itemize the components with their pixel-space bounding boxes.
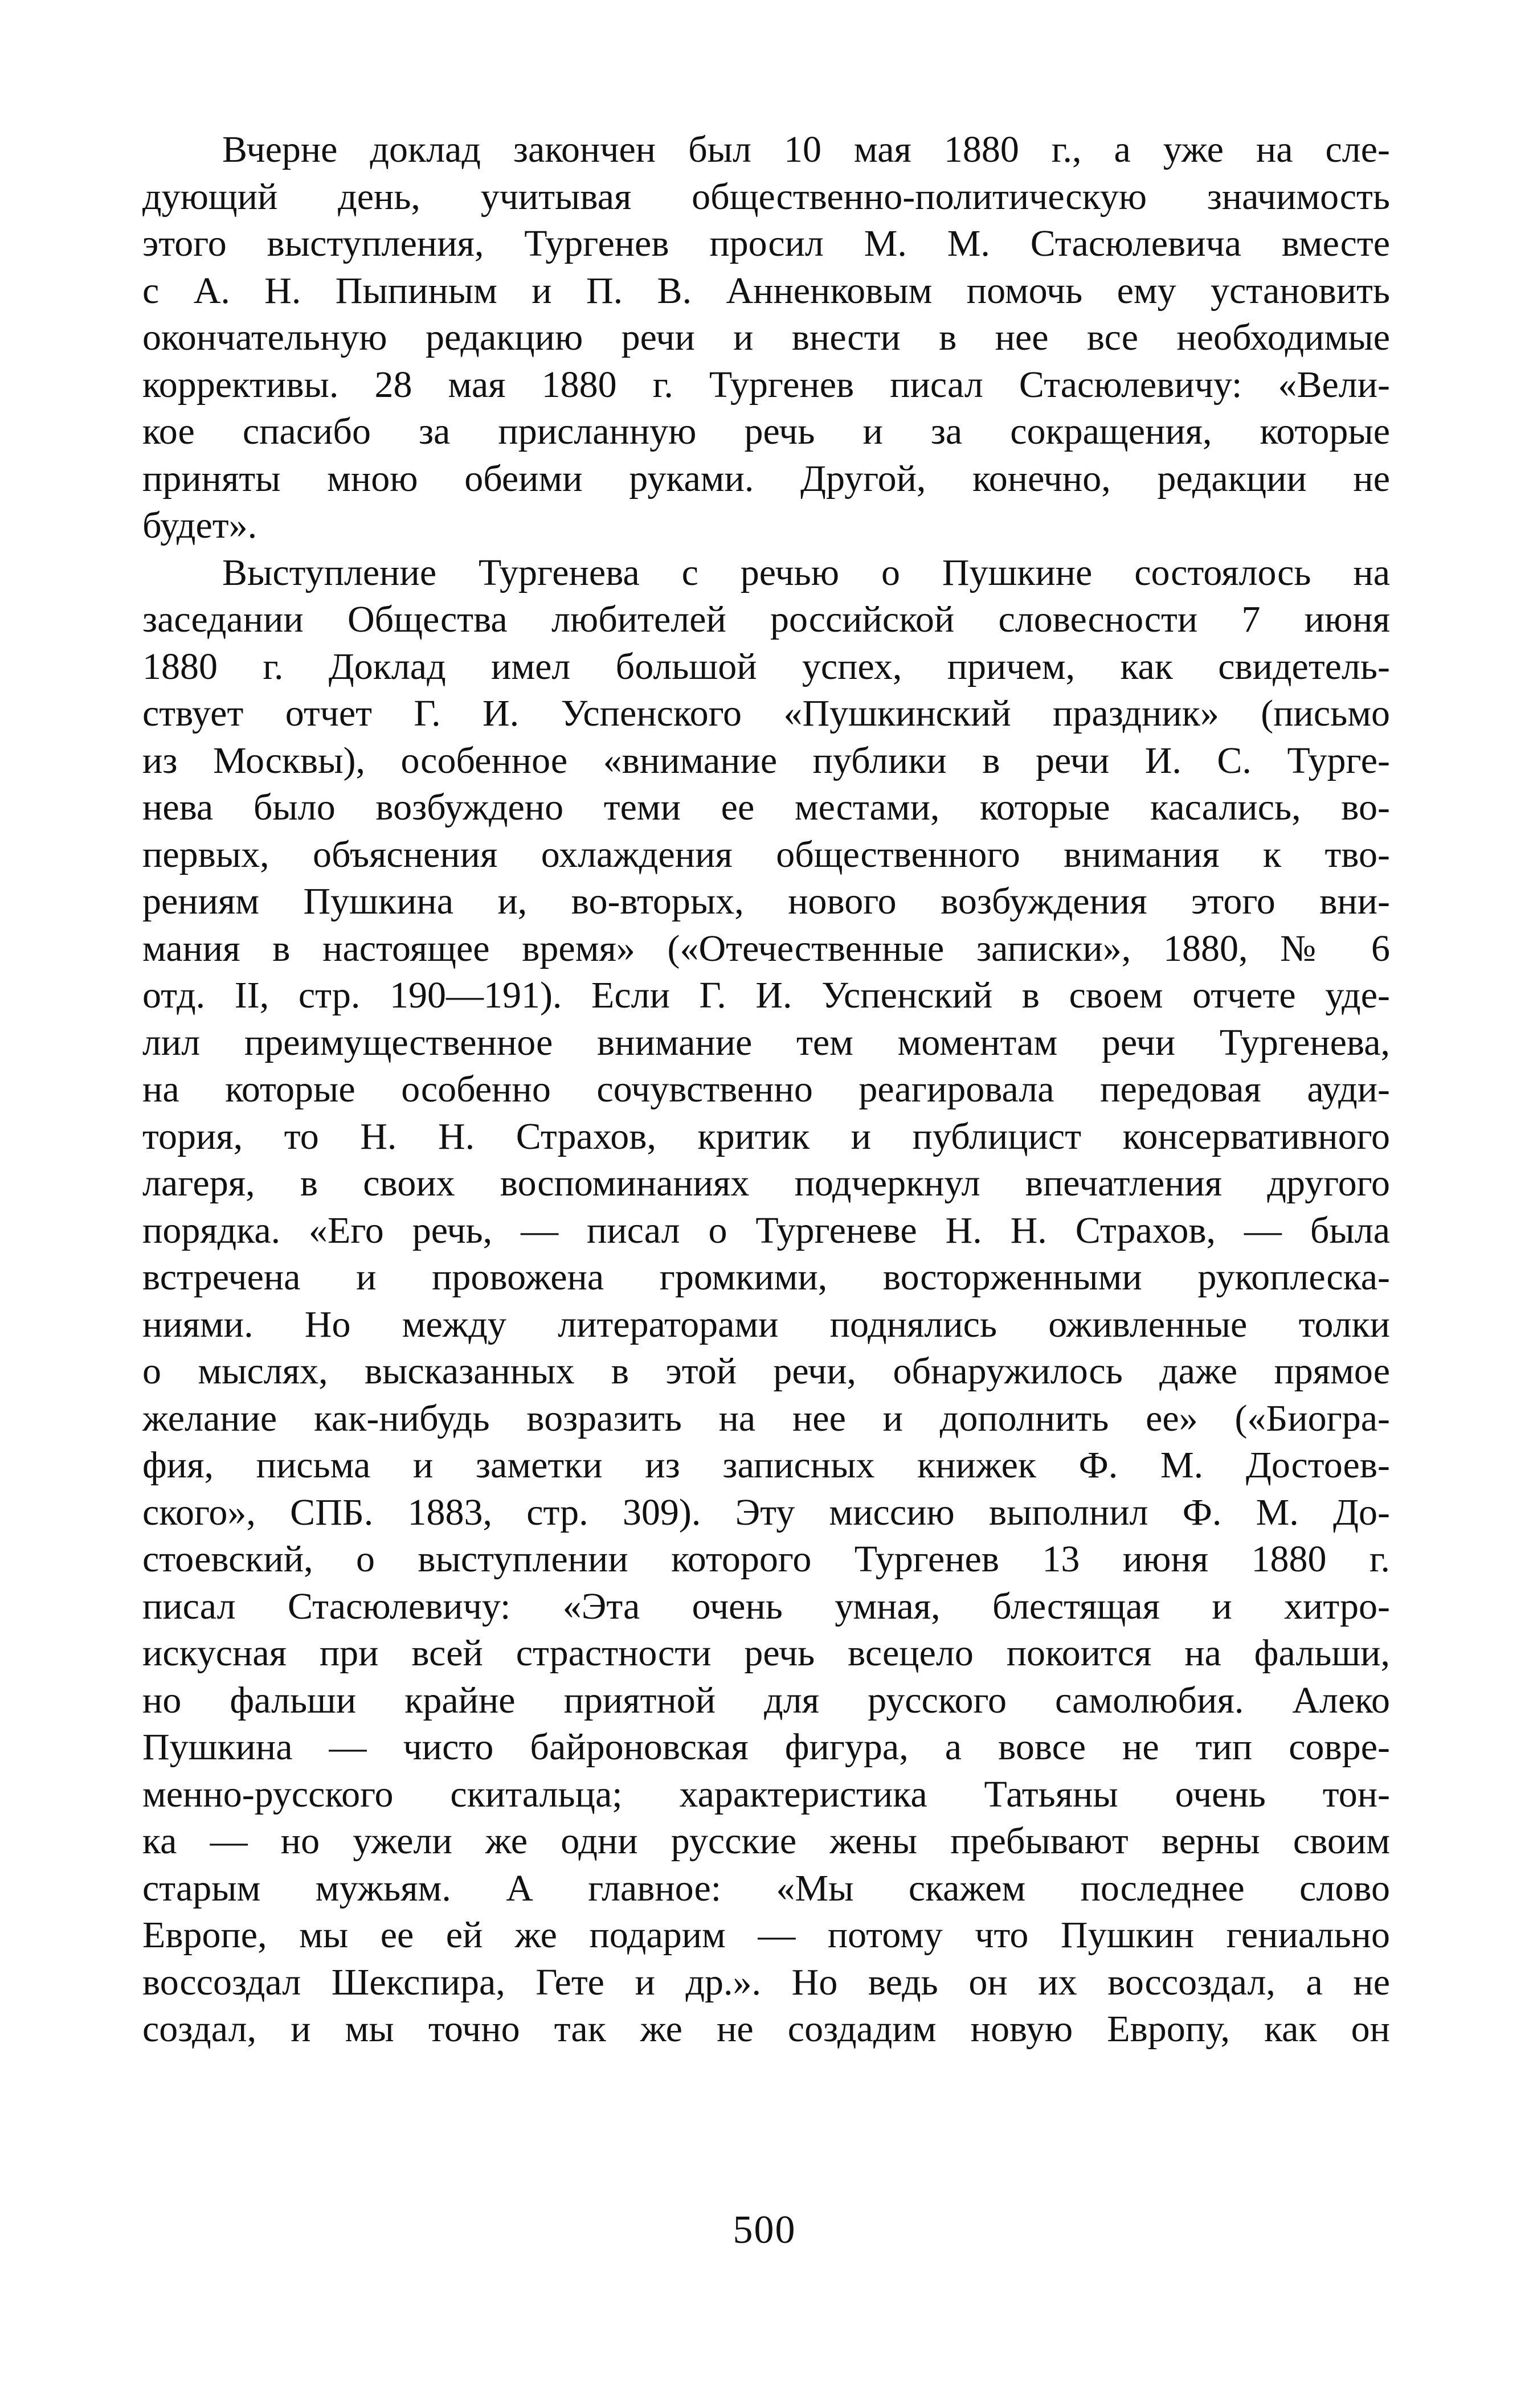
text-line: лагеря, в своих воспоминаниях подчеркнул впечатления другого [142,1162,1390,1204]
text-line: отд. II, стр. 190—191). Если Г. И. Успенский в своем отчете уде- [142,974,1390,1016]
text-line: встречена и провожена громкими, восторженными рукоплеска- [142,1256,1390,1298]
text-line: Европе, мы ее ей же подарим — потому что Пушкин гениально [142,1914,1390,1956]
text-line: окончательную редакцию речи и внести в нее все необходимые [142,317,1390,358]
text-line: этого выступления, Тургенев просил М. М. Стасюлевича вместе [142,223,1390,264]
text-line: фия, письма и заметки из записных книжек Ф. М. Достоев- [142,1444,1390,1486]
text-line: Выступление Тургенева с речью о Пушкине состоялось на [222,551,1390,593]
text-line: мания в настоящее время» («Отечественные записки», 1880, № 6 [142,927,1390,969]
text-line: ка — но ужели же одни русские жены пребывают верны своим [142,1820,1390,1862]
text-line: рениям Пушкина и, во-вторых, нового возбуждения этого вни- [142,881,1390,922]
text-line: менно-русского скитальца; характеристика Татьяны очень тон- [142,1773,1390,1815]
text-line: стоевский, о выступлении которого Тургенев 13 июня 1880 г. [142,1538,1390,1580]
text-line: кое спасибо за присланную речь и за сокращения, которые [142,411,1390,452]
text-line: нева было возбуждено теми ее местами, которые касались, во- [142,787,1390,828]
text-line: заседании Общества любителей российской словесности 7 июня [142,599,1390,640]
text-line: ского», СПБ. 1883, стр. 309). Эту миссию выполнил Ф. М. До- [142,1491,1390,1533]
page-number: 500 [733,2208,796,2252]
text-line: создал, и мы точно так же не создадим новую Европу, как он [142,2008,1390,2050]
text-line: приняты мною обеими руками. Другой, конечно, редакции не [142,457,1390,499]
paragraph-1 [142,126,1390,550]
body-text [142,126,1390,2053]
text-line: Вчерне доклад закончен был 10 мая 1880 г., а уже на сле- [222,129,1390,170]
text-line: тория, то Н. Н. Страхов, критик и публицист консервативного [142,1115,1390,1157]
text-line: желание как-нибудь возразить на нее и дополнить ее» («Биогра- [142,1397,1390,1439]
text-line: ствует отчет Г. И. Успенского «Пушкинский праздник» (письмо [142,693,1390,734]
text-line: дующий день, учитывая общественно-политическую значимость [142,175,1390,218]
text-line: из Москвы), особенное «внимание публики в речи И. С. Турге- [142,739,1390,781]
text-line: о мыслях, высказанных в этой речи, обнаружилось даже прямое [142,1350,1390,1392]
paragraph-2 [142,550,1390,2053]
text-line: с А. Н. Пыпиным и П. В. Анненковым помочь ему установить [142,269,1390,312]
text-line: лил преимущественное внимание тем моментам речи Тургенева, [142,1021,1390,1063]
text-line: будет». [142,505,257,546]
text-line: коррективы. 28 мая 1880 г. Тургенев писал Стасюлевичу: «Вели- [142,363,1390,406]
text-line: 1880 г. Доклад имел большой успех, причем, как свидетель- [142,645,1390,687]
text-line: на которые особенно сочувственно реагировала передовая ауди- [142,1068,1390,1110]
text-line: первых, объяснения охлаждения общественного внимания к тво- [142,833,1390,875]
text-line: ниями. Но между литераторами поднялись оживленные толки [142,1303,1390,1345]
text-line: но фальши крайне приятной для русского самолюбия. Алеко [142,1679,1390,1721]
text-line: искусная при всей страстности речь всецело покоится на фальши, [142,1632,1390,1674]
text-line: писал Стасюлевичу: «Эта очень умная, блестящая и хитро- [142,1585,1390,1627]
text-line: Пушкина — чисто байроновская фигура, а вовсе не тип совре- [142,1726,1390,1768]
text-line: старым мужьям. А главное: «Мы скажем последнее слово [142,1867,1390,1909]
text-line: воссоздал Шекспира, Гете и др.». Но ведь он их воссоздал, а не [142,1961,1390,2003]
text-line: порядка. «Его речь, — писал о Тургеневе Н. Н. Страхов, — была [142,1209,1390,1251]
